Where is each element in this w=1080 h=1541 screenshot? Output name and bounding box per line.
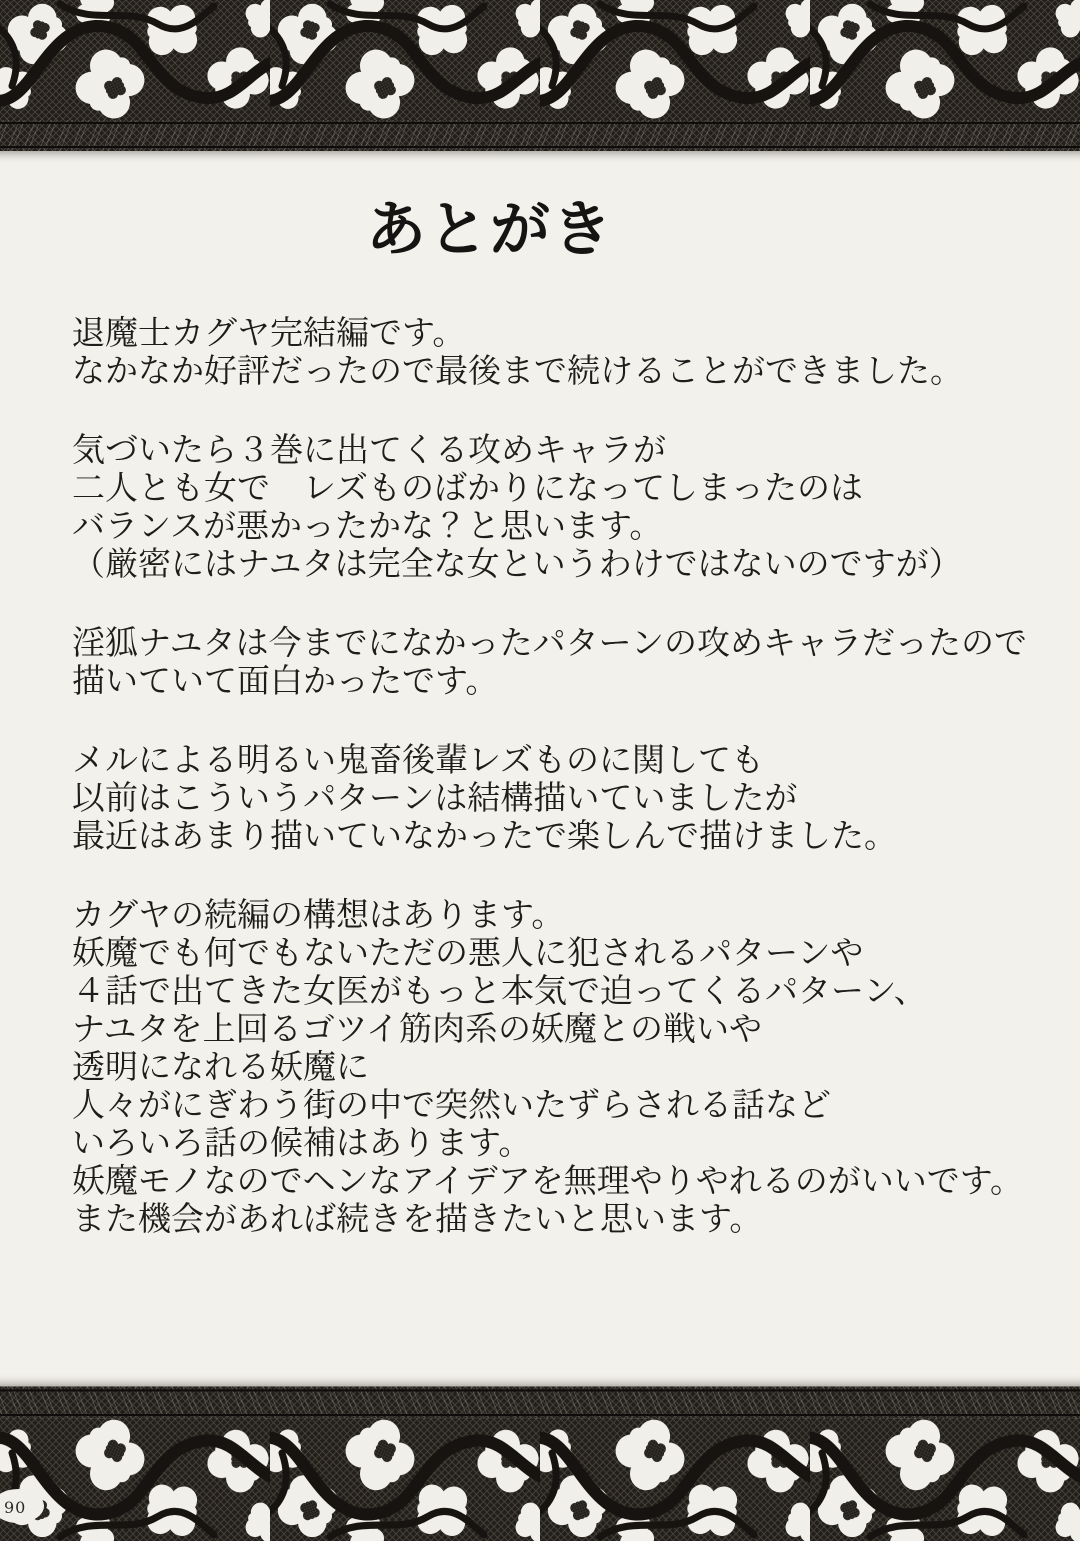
vine-engraving-top bbox=[0, 0, 1080, 164]
text-line: メルによる明るい鬼畜後輩レズものに関しても bbox=[72, 740, 765, 779]
text-line: 人々がにぎわう街の中で突然いたずらされる話など bbox=[72, 1085, 831, 1124]
paragraph-intro bbox=[72, 314, 1032, 390]
text-line: 退魔士カグヤ完結編です。 bbox=[72, 313, 466, 352]
paragraph-balance bbox=[72, 431, 1032, 583]
text-line: 描いていて面白かったです。 bbox=[72, 661, 499, 700]
paragraph-sequel-ideas bbox=[72, 896, 1032, 1238]
text-line: 以前はこういうパターンは結構描いていましたが bbox=[72, 778, 798, 817]
paragraph-nayuta bbox=[72, 624, 1032, 700]
ornamental-border-top bbox=[0, 0, 1080, 164]
text-line: 透明になれる妖魔に bbox=[72, 1047, 369, 1086]
text-line: ４話で出てきた女医がもっと本気で迫ってくるパターン、 bbox=[72, 971, 927, 1010]
text-line: ナユタを上回るゴツイ筋肉系の妖魔との戦いや bbox=[72, 1009, 763, 1048]
paragraph-mel bbox=[72, 741, 1032, 855]
vine-engraving-bottom bbox=[0, 1373, 1080, 1541]
text-line: また機会があれば続きを描きたいと思います。 bbox=[72, 1199, 763, 1238]
text-line: 二人とも女で レズものばかりになってしまったのは bbox=[72, 468, 864, 507]
page-number bbox=[0, 1481, 60, 1525]
text-line: バランスが悪かったかな？と思います。 bbox=[72, 506, 663, 545]
text-line: いろいろ話の候補はあります。 bbox=[72, 1123, 532, 1162]
text-line: 妖魔でも何でもないただの悪人に犯されるパターンや bbox=[72, 933, 864, 972]
text-line: 最近はあまり描いていなかったで楽しんで描けました。 bbox=[72, 816, 897, 855]
text-line: カグヤの続編の構想はあります。 bbox=[72, 895, 565, 934]
text-line: 気づいたら３巻に出てくる攻めキャラが bbox=[72, 430, 666, 469]
page-number-text: 90 bbox=[4, 1498, 27, 1517]
afterword-body bbox=[72, 314, 1032, 1279]
text-line: 妖魔モノなのでヘンなアイデアを無理やりやれるのがいいです。 bbox=[72, 1161, 1024, 1200]
text-line: （厳密にはナユタは完全な女というわけではないのですが） bbox=[72, 544, 962, 583]
page-title: あとがき bbox=[366, 195, 614, 265]
text-line: 淫狐ナユタは今までになかったパターンの攻めキャラだったので bbox=[72, 623, 1028, 662]
ornamental-border-bottom bbox=[0, 1373, 1080, 1541]
text-line: なかなか好評だったので最後まで続けることができました。 bbox=[72, 351, 963, 390]
